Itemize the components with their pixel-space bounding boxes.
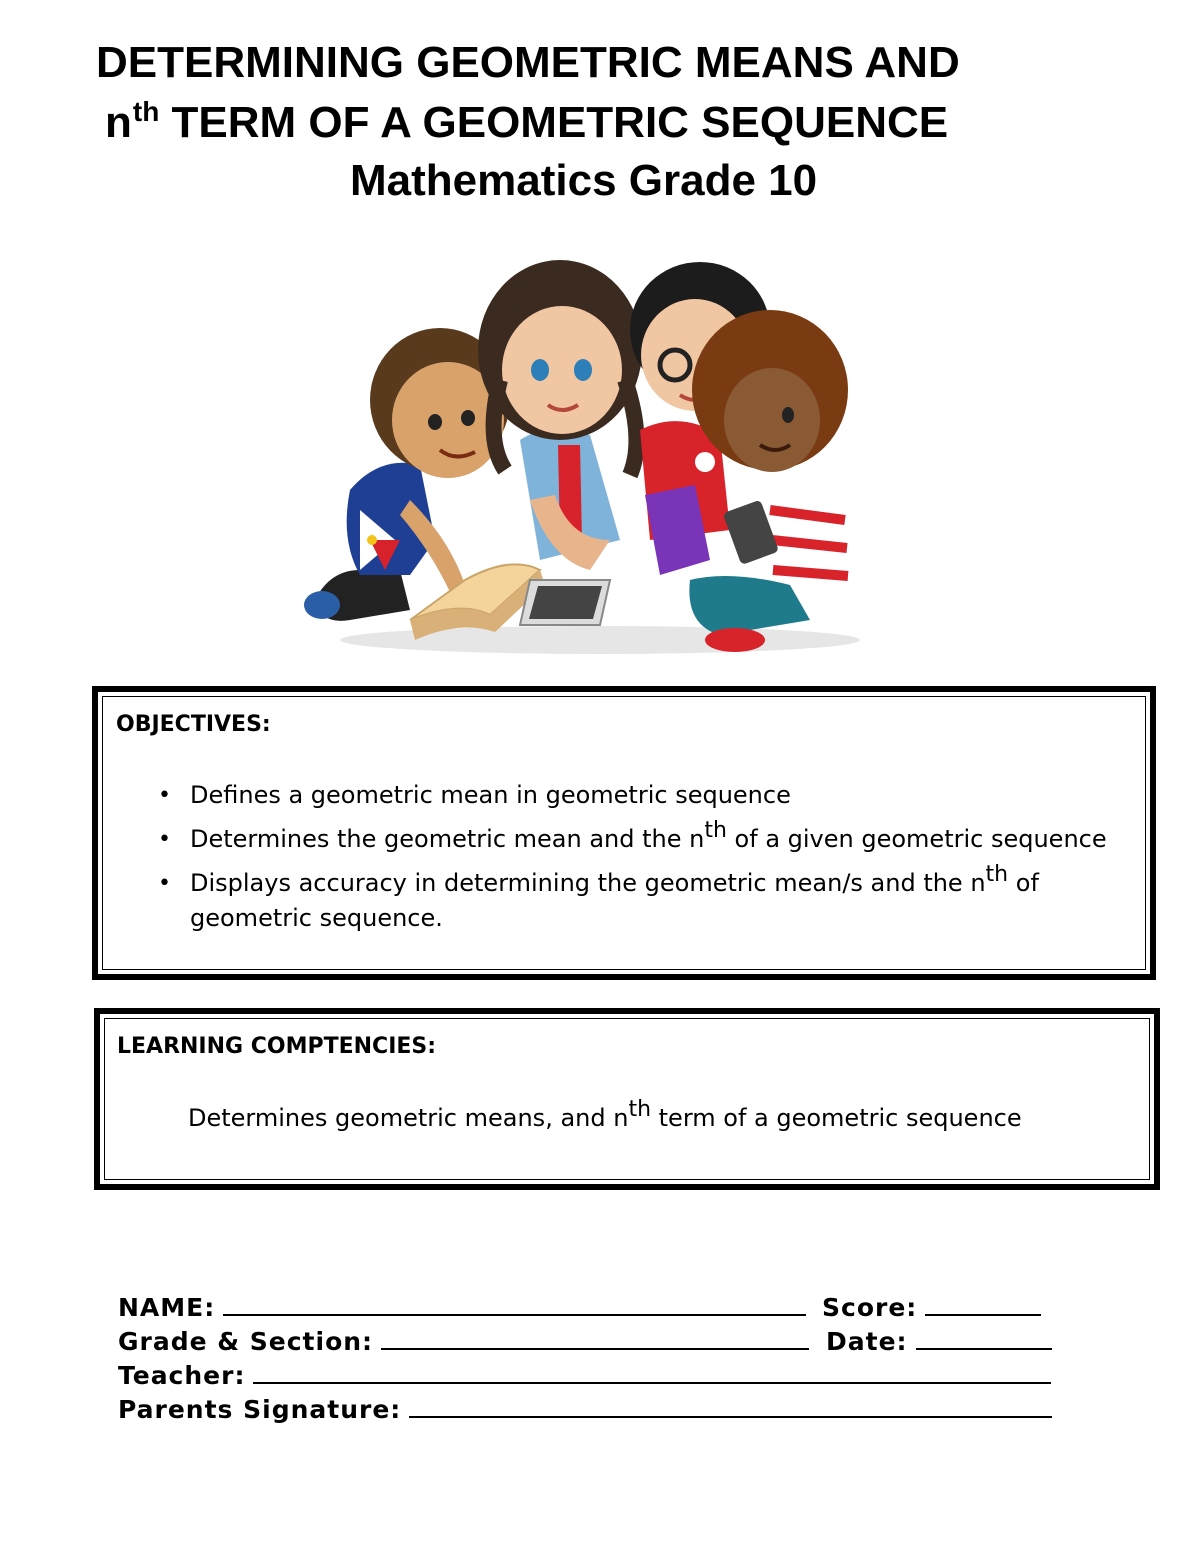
bullet-icon: • <box>158 871 171 896</box>
name-field[interactable] <box>223 1290 806 1316</box>
title-line-2 <box>105 98 948 148</box>
objectives-list <box>154 778 1114 945</box>
teacher-label: Teacher: <box>118 1361 246 1390</box>
competency-sup: th <box>628 1097 652 1122</box>
score-label: Score: <box>822 1293 918 1322</box>
competency-post: term of a geometric sequence <box>651 1104 1022 1132</box>
parents-row <box>118 1392 1052 1426</box>
competencies-box <box>94 1008 1160 1190</box>
title-rest: TERM OF A GEOMETRIC SEQUENCE <box>159 98 949 147</box>
objective-item <box>154 778 1114 813</box>
title-n: n <box>105 98 132 147</box>
title-th: th <box>132 96 160 127</box>
student-info-form <box>118 1290 1052 1426</box>
objective-text-cont: of a given geometric sequence <box>726 825 1107 853</box>
objective-item <box>154 818 1114 857</box>
competency-text <box>188 1097 1088 1137</box>
objective-sup: th <box>985 862 1009 887</box>
score-label-wrap <box>822 1290 1041 1325</box>
children-studying-illustration <box>290 240 910 670</box>
score-field[interactable] <box>925 1290 1041 1316</box>
parents-signature-field[interactable] <box>409 1392 1052 1418</box>
grade-section-label: Grade & Section: <box>118 1327 374 1356</box>
grade-section-field[interactable] <box>381 1324 809 1350</box>
competency-pre: Determines geometric means, and n <box>188 1104 629 1132</box>
teacher-field[interactable] <box>253 1358 1051 1384</box>
competencies-heading: LEARNING COMPTENCIES: <box>117 1034 437 1059</box>
objective-text: Displays accuracy in determining the geometric mean/s and the n <box>190 869 986 897</box>
date-field[interactable] <box>916 1324 1052 1350</box>
objectives-box <box>92 686 1156 980</box>
name-label: NAME: <box>118 1293 216 1322</box>
objective-text-cont: of geometric sequence. <box>190 869 1039 932</box>
tablet-device <box>520 580 610 625</box>
objectives-heading: OBJECTIVES: <box>116 712 271 737</box>
subject-title: Mathematics Grade 10 <box>350 156 818 205</box>
date-label-wrap <box>826 1324 1052 1359</box>
parents-signature-label: Parents Signature: <box>118 1395 402 1424</box>
bullet-icon: • <box>158 827 171 852</box>
objective-sup: th <box>704 818 727 843</box>
title-line-1: DETERMINING GEOMETRIC MEANS AND <box>96 38 960 87</box>
objective-text: Determines the geometric mean and the n <box>190 825 705 853</box>
objective-item <box>154 862 1114 936</box>
grade-row <box>118 1324 1052 1358</box>
teacher-row <box>118 1358 1052 1392</box>
name-row <box>118 1290 1052 1324</box>
objective-text: Defines a geometric mean in geometric sequence <box>190 781 791 809</box>
date-label: Date: <box>826 1327 908 1356</box>
bullet-icon: • <box>158 783 171 808</box>
